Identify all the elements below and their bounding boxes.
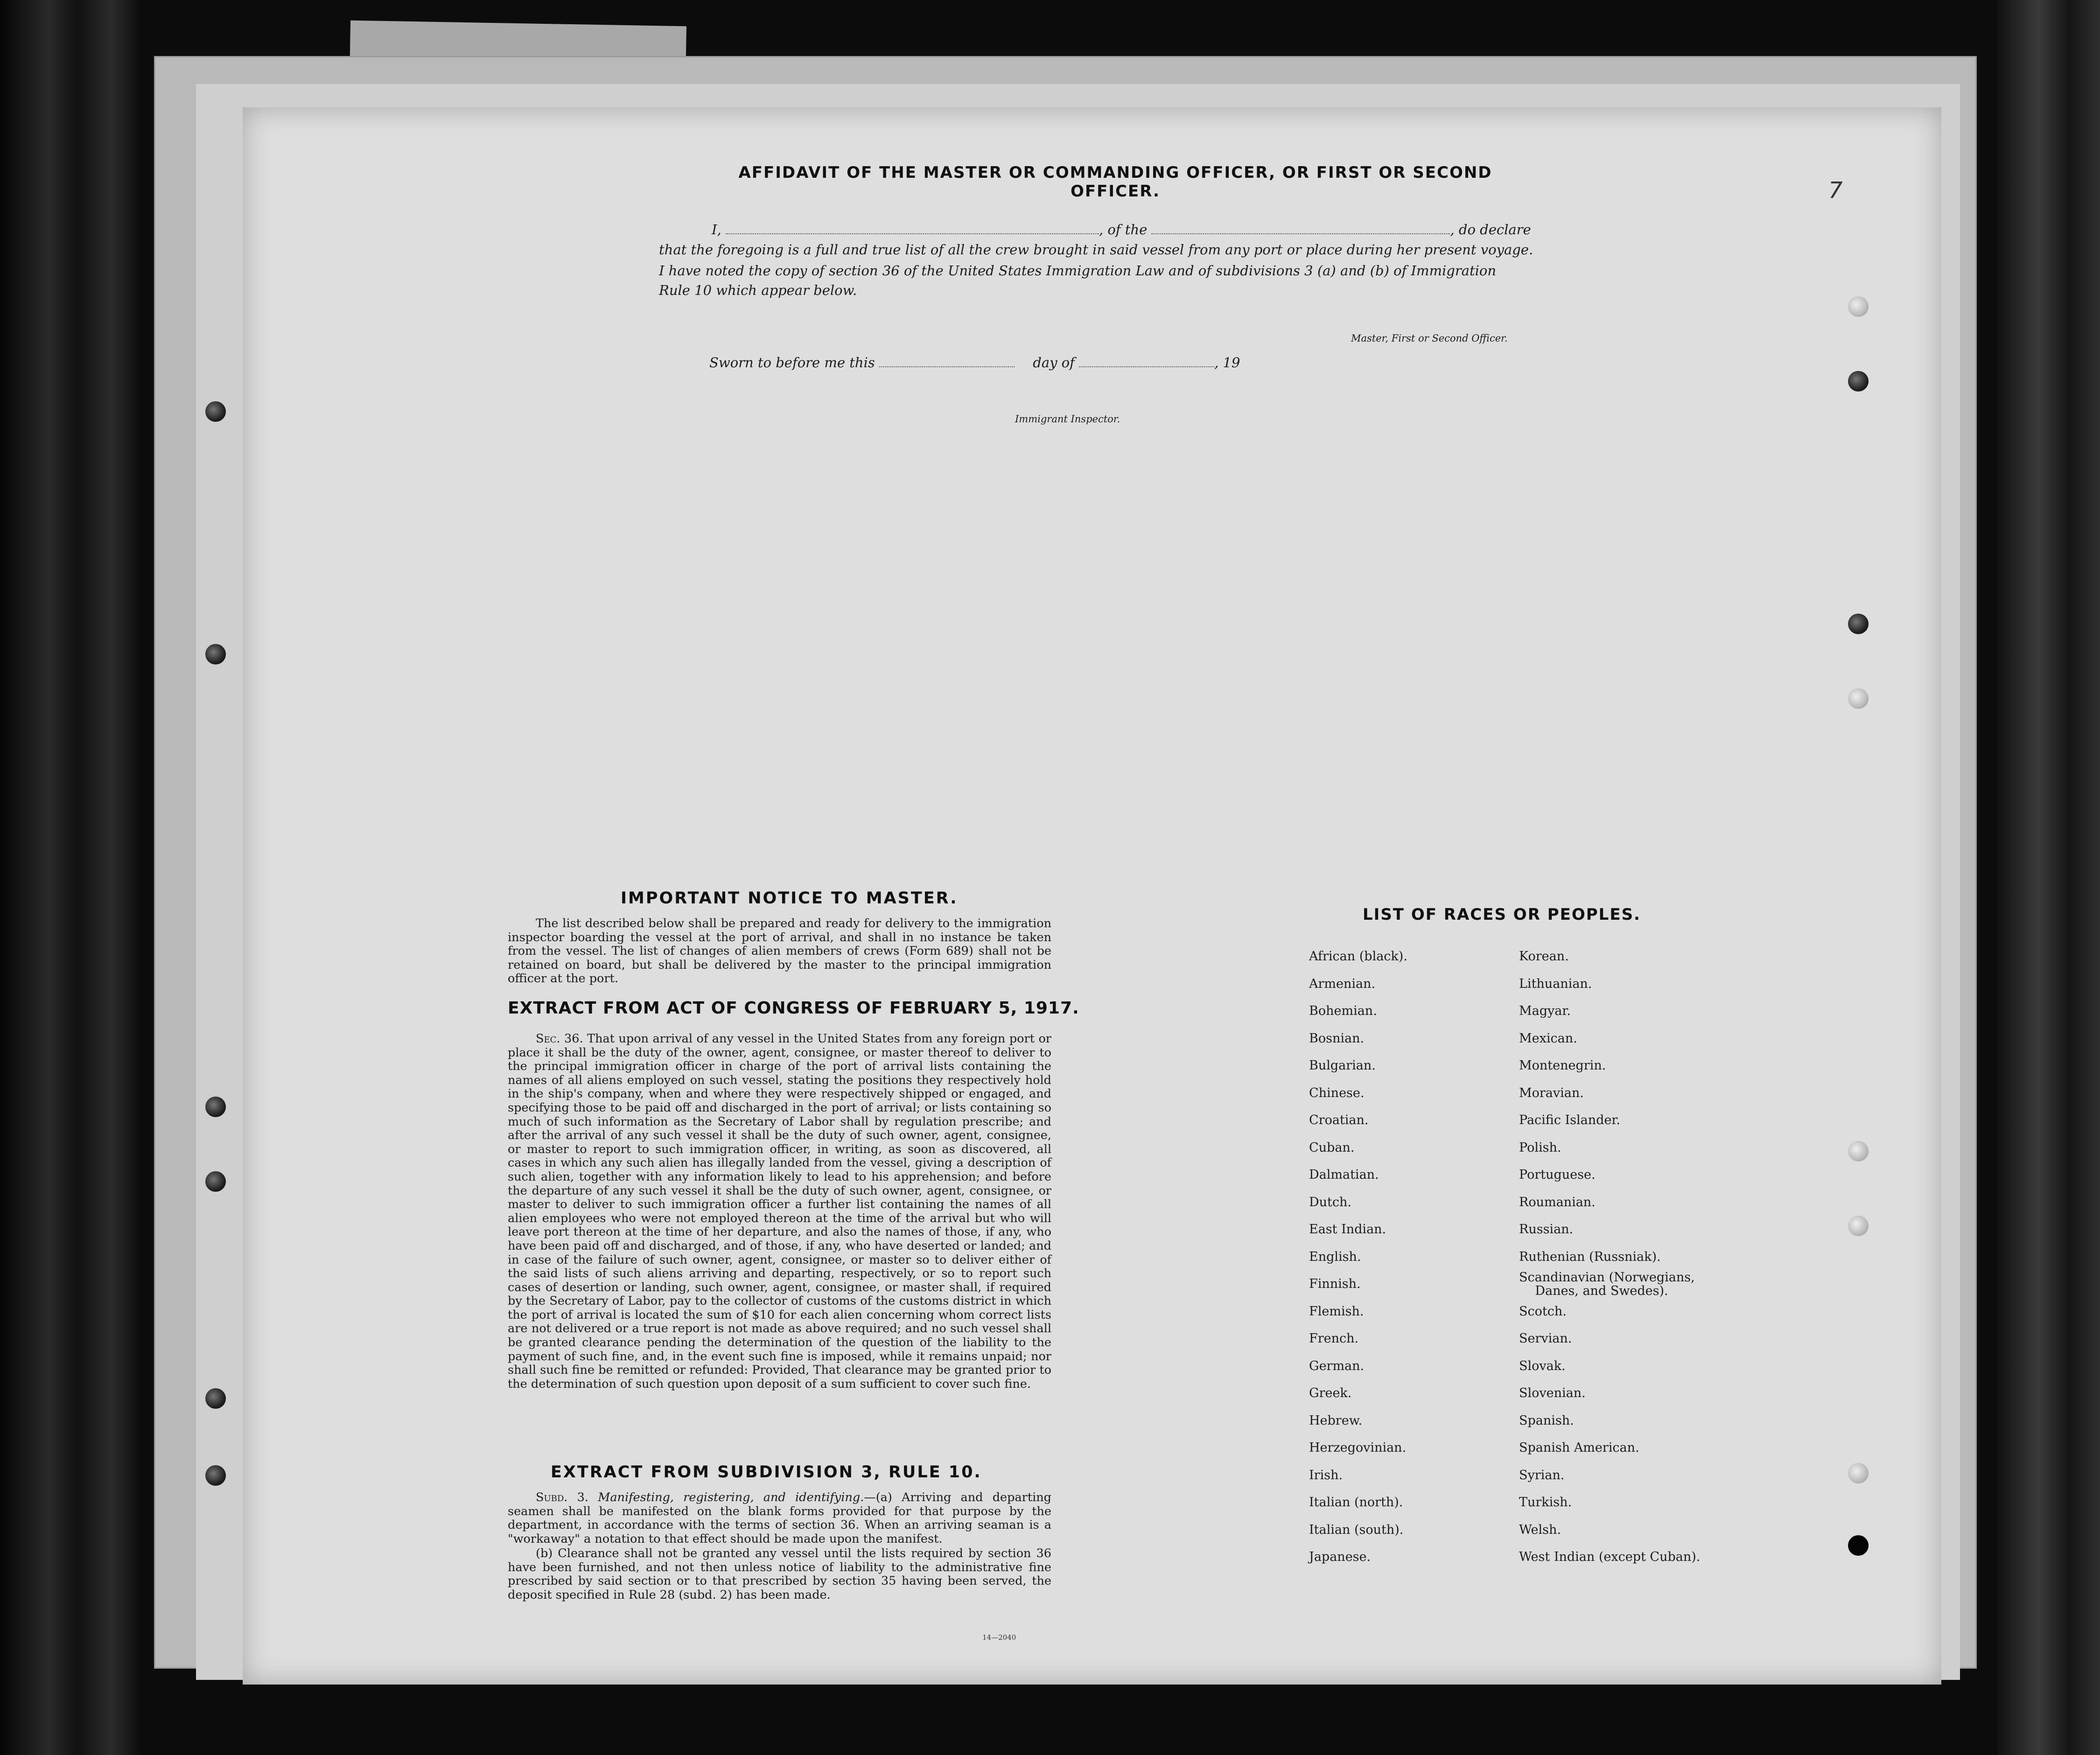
sec-label: Sec. 36. <box>536 1032 583 1046</box>
binder-hole-icon <box>205 401 226 422</box>
of-the-label: , of the <box>1099 222 1148 238</box>
race-item: Russian. <box>1519 1222 1574 1237</box>
binder-hole-icon <box>205 1388 226 1409</box>
race-item: Welsh. <box>1519 1522 1561 1537</box>
race-item: Slovenian. <box>1519 1386 1586 1400</box>
inspector-signature-label: Immigrant Inspector. <box>1015 413 1120 425</box>
race-item: Scotch. <box>1519 1304 1567 1319</box>
sec-body: That upon arrival of any vessel in the United States from any foreign port or place it shall be the duty of the owner, agent, consignee, or master thereof to deliver to the principal immigration officer in charge of the port of arrival lists containing the names of all aliens employed on such vessel, stating the positions they respectively hold in the ship's company, when and where they were respectively shipped or engaged, and specifying those to be paid off and discharged in the port of arrival; or lists containing so much of such information as the Secretary of Labor shall by regulation prescribe; and after the arrival of any such vessel it shall be the duty of such owner, agent, consignee, or master to report to such immigration officer, in writing, as soon as discovered, all cases in which any such alien has illegally landed from the vessel, giving a description of such alien, together with any information likely to lead to his apprehension; and before the departure of any such vessel it shall be the duty of such owner, agent, consignee, or master to deliver to such immigration officer a further list containing the names of all alien employees who were not employed thereon at the time of the arrival but who will leave port thereon at the time of her departure, and also the names of those, if any, who have been paid off and discharged, and of those, if any, who have deserted or landed; and in case of the failure of such owner, agent, consignee, or master so to deliver either of the said lists of such aliens arriving and departing, respectively, or so to report such cases of desertion or landing, such owner, agent, consignee, or master shall, if required by the Secretary of Labor, pay to the collector of customs of the customs district in which the port of arrival is located the sum of $10 for each alien concerning whom correct lists are not delivered or a true report is not made as above required; and no such vessel shall be granted clearance pending the determination of the question of the liability to the payment of such fine, and, in the event such fine is imposed, while it remains unpaid; nor shall such fine be remitted or refunded: Provided, That clearance may be granted prior to the determination of such question upon deposit of a sum sufficient to cover such fine. <box>508 1032 1051 1391</box>
notice-title: IMPORTANT NOTICE TO MASTER. <box>621 889 958 908</box>
i-label: I, <box>712 222 721 238</box>
binder-hole-icon <box>1848 1463 1869 1483</box>
extract-act-text <box>508 1032 1051 1391</box>
binder-hole-icon <box>1848 688 1869 709</box>
month-blank[interactable] <box>1079 357 1214 367</box>
race-item: German. <box>1309 1358 1365 1373</box>
scan-right-edge <box>1997 0 2100 1755</box>
race-item: Japanese. <box>1309 1550 1371 1564</box>
race-item: Moravian. <box>1519 1085 1584 1100</box>
vessel-blank[interactable] <box>1151 224 1450 234</box>
race-item: Turkish. <box>1519 1495 1572 1510</box>
race-item: Bulgarian. <box>1309 1058 1376 1073</box>
binder-hole-icon <box>1848 296 1869 317</box>
day-blank[interactable] <box>879 357 1015 367</box>
form-number: 14—2040 <box>982 1633 1016 1642</box>
binder-hole-icon <box>1848 371 1869 392</box>
race-item: Bohemian. <box>1309 1004 1377 1018</box>
notice-text: The list described below shall be prepared and ready for delivery to the immigration inspector boarding the vessel at the port of arrival, and shall in no instance be taken from the vessel. The list of changes of alien members of crews (Form 689) shall not be retained on board, but shall be delivered by the master to the principal immigration officer at the port. <box>508 916 1051 986</box>
race-item: Herzegovinian. <box>1309 1440 1407 1455</box>
race-item: Spanish American. <box>1519 1440 1639 1455</box>
race-item: Italian (north). <box>1309 1495 1403 1510</box>
race-item: Bosnian. <box>1309 1031 1365 1046</box>
race-item: Dalmatian. <box>1309 1168 1379 1182</box>
extract-rule-text-b: (b) Clearance shall not be granted any vessel until the lists required by section 36 have been furnished, and not then unless notice of liability to the administrative fine prescribed by said section or to that prescribed by section 35 having been served, the deposit specified in Rule 28 (subd. 2) has been made. <box>508 1546 1051 1602</box>
race-item: Cuban. <box>1309 1140 1355 1155</box>
race-item: West Indian (except Cuban). <box>1519 1550 1701 1564</box>
race-item: Slovak. <box>1519 1358 1566 1373</box>
extract-rule-title: EXTRACT FROM SUBDIVISION 3, RULE 10. <box>551 1463 982 1482</box>
subd-heading: Manifesting, registering, and identifying. <box>598 1490 864 1504</box>
race-item: Irish. <box>1309 1468 1343 1482</box>
race-item: Pacific Islander. <box>1519 1113 1620 1127</box>
race-item: Armenian. <box>1309 976 1376 991</box>
races-title: LIST OF RACES OR PEOPLES. <box>1363 905 1641 924</box>
race-item: Polish. <box>1519 1140 1561 1155</box>
race-item: Chinese. <box>1309 1085 1365 1100</box>
affidavit-declare-line <box>712 222 1566 238</box>
race-item: Servian. <box>1519 1331 1572 1346</box>
sworn-label: Sworn to before me this <box>709 355 875 371</box>
subd-label: Subd. 3. <box>536 1490 588 1504</box>
name-blank[interactable] <box>726 224 1099 234</box>
race-item: Scandinavian (Norwegians, Danes, and Swedes). <box>1519 1270 1695 1298</box>
page-number-mark: 7 <box>1828 177 1843 203</box>
race-item: Flemish. <box>1309 1304 1364 1319</box>
affidavit-body-3: Rule 10 which appear below. <box>659 282 857 298</box>
race-item: Greek. <box>1309 1386 1352 1400</box>
binder-hole-icon <box>1848 1535 1869 1556</box>
sworn-line <box>709 355 1240 371</box>
binder-hole-icon <box>205 1465 226 1486</box>
race-item: Lithuanian. <box>1519 976 1592 991</box>
race-item: East Indian. <box>1309 1222 1386 1237</box>
binder-hole-icon <box>1848 614 1869 634</box>
race-item: Syrian. <box>1519 1468 1565 1482</box>
binder-hole-icon <box>205 1097 226 1117</box>
race-item: Korean. <box>1519 949 1569 964</box>
race-item: Spanish. <box>1519 1413 1574 1428</box>
affidavit-title: AFFIDAVIT OF THE MASTER OR COMMANDING OFFICER, OR FIRST OR SECOND OFFICER. <box>738 163 1492 201</box>
race-item: African (black). <box>1309 949 1407 964</box>
race-item: Italian (south). <box>1309 1522 1404 1537</box>
subd-text-a: —(a) Arriving and departing seamen shall be manifested on the blank forms provided for that purpose by the department, in accordance with the terms of section 36. When an arriving seaman is a "workaway" a notation to that effect should be made upon the manifest. <box>508 1490 1052 1546</box>
extract-act-title: EXTRACT FROM ACT OF CONGRESS OF FEBRUARY 5, 1917. <box>508 999 1079 1018</box>
manifest-page <box>243 107 1941 1685</box>
race-item: Magyar. <box>1519 1004 1571 1018</box>
race-item: Roumanian. <box>1519 1195 1596 1210</box>
binder-hole-icon <box>1848 1216 1869 1236</box>
extract-rule-text-a <box>508 1491 1051 1546</box>
race-item: Mexican. <box>1519 1031 1577 1046</box>
affidavit-body-1: that the foregoing is a full and true list of all the crew brought in said vessel from any port or place during her present voyage. <box>659 242 1533 258</box>
race-item: Finnish. <box>1309 1277 1361 1291</box>
binder-hole-icon <box>205 644 226 664</box>
affidavit-body-2: I have noted the copy of section 36 of the United States Immigration Law and of subdivisions 3 (a) and (b) of Immigration <box>659 263 1497 279</box>
year-label: , 19 <box>1214 355 1240 371</box>
day-of-label: day of <box>1033 355 1075 371</box>
race-item: Dutch. <box>1309 1195 1351 1210</box>
master-signature-label: Master, First or Second Officer. <box>1351 333 1508 344</box>
binder-hole-icon <box>1848 1141 1869 1161</box>
do-declare-label: , do declare <box>1450 222 1531 238</box>
race-item: Hebrew. <box>1309 1413 1363 1428</box>
race-item: Portuguese. <box>1519 1168 1596 1182</box>
race-item: Ruthenian (Russniak). <box>1519 1249 1661 1264</box>
race-item: Croatian. <box>1309 1113 1369 1127</box>
scan-left-edge <box>0 0 140 1755</box>
binder-hole-icon <box>205 1171 226 1192</box>
race-item: English. <box>1309 1249 1361 1264</box>
race-item: French. <box>1309 1331 1359 1346</box>
race-item: Montenegrin. <box>1519 1058 1606 1073</box>
